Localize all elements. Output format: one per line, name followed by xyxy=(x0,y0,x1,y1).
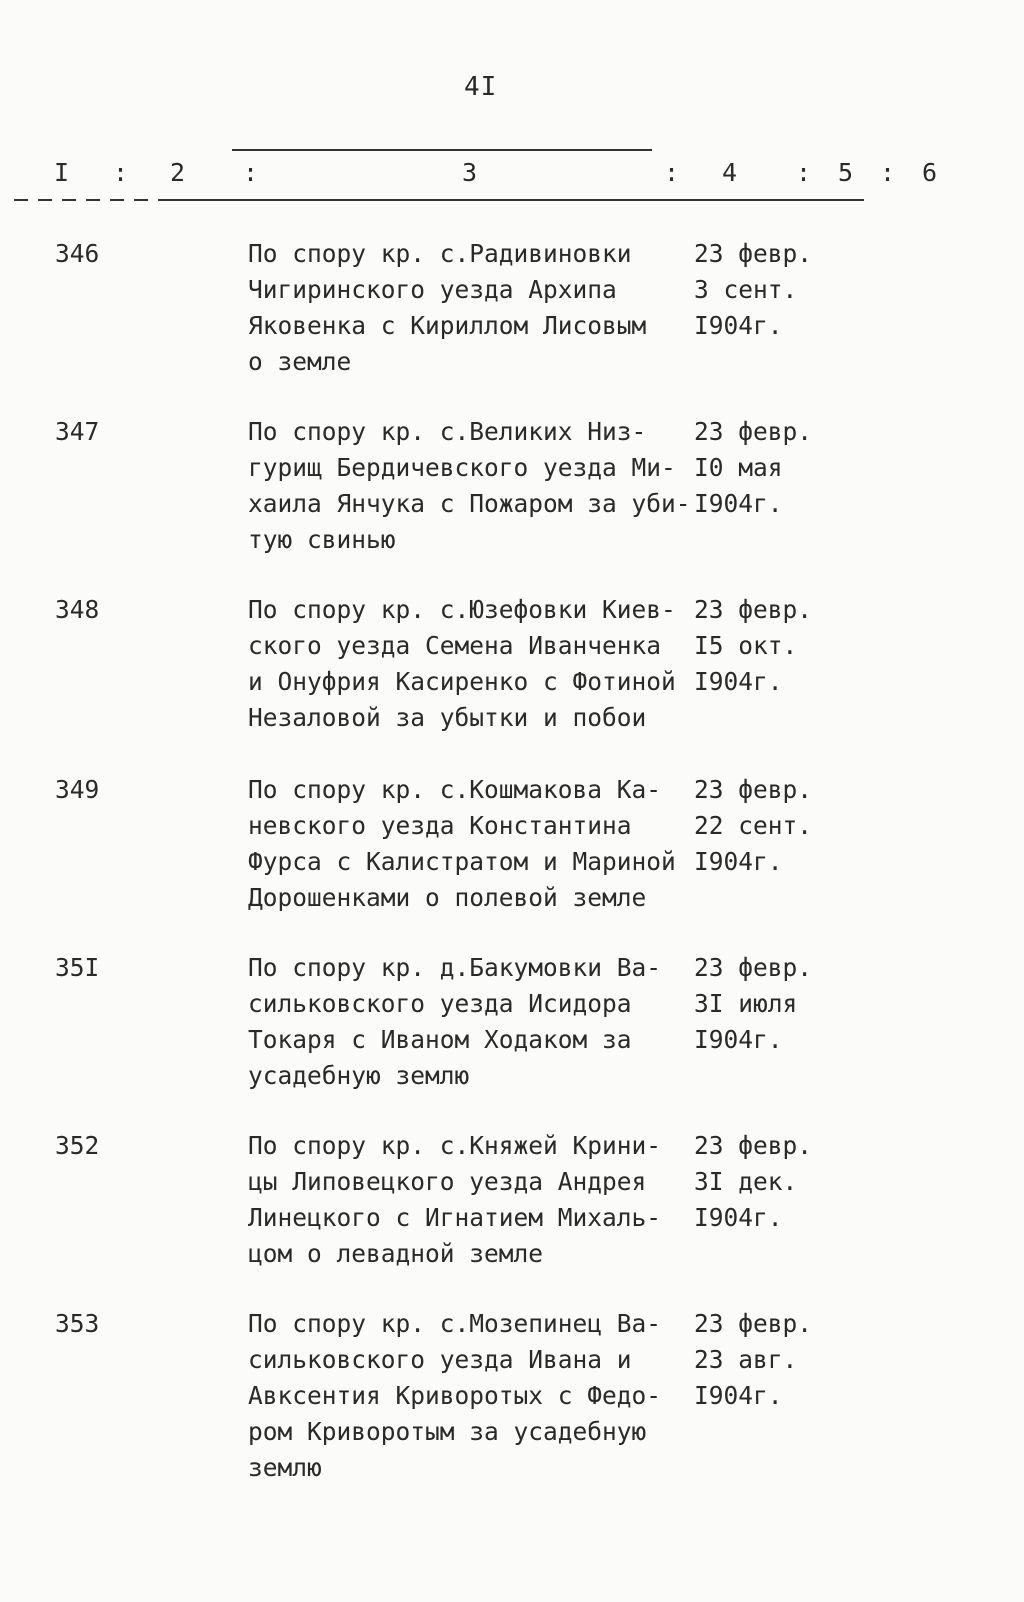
entry-description: По спору кр. с.Юзефовки Киев- ского уезда Семена Иванченка и Онуфрия Касиренко с Фотиной Незаловой за убытки и побои xyxy=(248,595,676,732)
column-header-2: 2 xyxy=(170,158,186,187)
entry-dates: 23 февр. I5 окт. I904г. xyxy=(694,595,813,696)
entry-description: По спору кр. с.Великих Низ- гурищ Бердичевского уезда Ми- хаила Янчука с Пожаром за уби- тую свинью xyxy=(248,417,691,554)
column-header-4: 4 xyxy=(722,158,738,187)
entry-description: По спору кр. с.Кошмакова Ка- невского уезда Константина Фурса с Калистратом и Мариной Дорошенками о полевой земле xyxy=(248,775,676,912)
entry-number: 35I xyxy=(55,953,100,982)
entry-description: По спору кр. д.Бакумовки Ва- сильковского уезда Исидора Токаря с Иваном Ходаком за усадебную землю xyxy=(248,953,662,1090)
column-header-6: 6 xyxy=(922,158,938,187)
entry-description: По спору кр. с.Мозепинец Ва- сильковского уезда Ивана и Авксентия Криворотых с Федо- ром Криворотым за усадебную землю xyxy=(248,1309,662,1482)
entry-number: 347 xyxy=(55,417,100,446)
page-number: 4I xyxy=(464,72,498,102)
header-rule-bottom xyxy=(4,199,864,201)
column-header-row xyxy=(0,158,1024,198)
entry-description: По спору кр. с.Радивиновки Чигиринского уезда Архипа Яковенка с Кириллом Лисовым о земле xyxy=(248,239,647,376)
entry-dates: 23 февр. I0 мая I904г. xyxy=(694,417,813,518)
entry-number: 348 xyxy=(55,595,100,624)
column-header-1: I xyxy=(54,158,70,187)
entry-number: 352 xyxy=(55,1131,100,1160)
entry-number: 353 xyxy=(55,1309,100,1338)
entry-description: По спору кр. с.Княжей Крини- цы Липовецкого уезда Андрея Линецкого с Игнатием Михаль- цом о левадной земле xyxy=(248,1131,662,1268)
entry-dates: 23 февр. 22 сент. I904г. xyxy=(694,775,813,876)
column-separator: : xyxy=(664,158,680,187)
column-header-3: 3 xyxy=(462,158,478,187)
entry-dates: 23 февр. 3 сент. I904г. xyxy=(694,239,813,340)
column-separator: : xyxy=(880,158,896,187)
entry-dates: 23 февр. 23 авг. I904г. xyxy=(694,1309,813,1410)
entry-dates: 23 февр. 3I июля I904г. xyxy=(694,953,813,1054)
header-rule-top xyxy=(232,149,652,151)
column-separator: : xyxy=(113,158,129,187)
column-separator: : xyxy=(243,158,259,187)
entry-dates: 23 февр. 3I дек. I904г. xyxy=(694,1131,813,1232)
entry-number: 349 xyxy=(55,775,100,804)
column-header-5: 5 xyxy=(838,158,854,187)
column-separator: : xyxy=(796,158,812,187)
entry-number: 346 xyxy=(55,239,100,268)
